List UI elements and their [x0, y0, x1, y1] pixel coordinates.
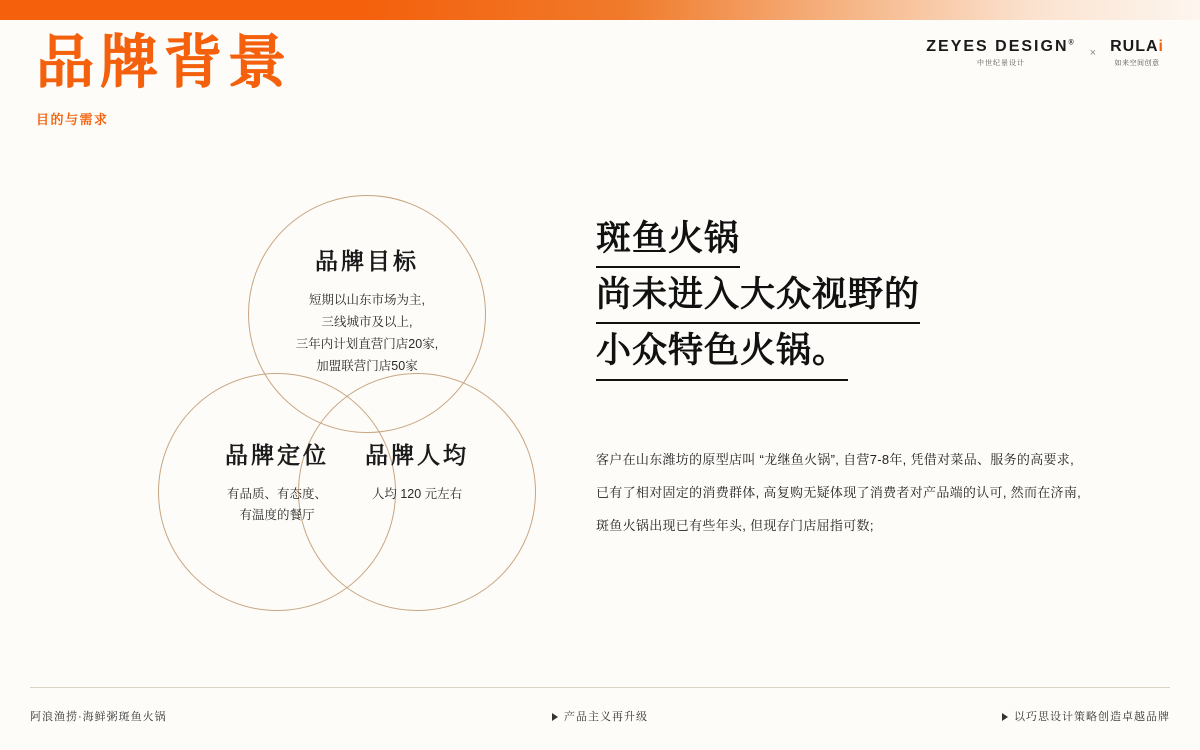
footer-middle	[330, 708, 870, 724]
venn-body-line: 加盟联营门店50家	[316, 358, 418, 373]
paragraph-line: 客户在山东潍坊的原型店叫 “龙继鱼火锅”, 自营7-8年, 凭借对菜品、服务的高要求,	[596, 451, 1075, 467]
headline-line: 尚未进入大众视野的	[596, 268, 920, 324]
venn-body-line: 有温度的餐厅	[239, 508, 315, 523]
zeyes-logo-name: ZEYES DESIGN	[926, 38, 1069, 55]
zeyes-logo-sub: 中世纪景设计	[976, 60, 1025, 67]
headline-line: 斑鱼火锅	[596, 212, 740, 268]
paragraph-line: 已有了相对固定的消费群体, 高复购无疑体现了消费者对产品端的认可, 然而在济南,	[596, 484, 1082, 500]
body-paragraph	[596, 443, 1162, 542]
footer-middle-label: 产品主义再升级	[564, 711, 648, 723]
paragraph-line: 斑鱼火锅出现已有些年头, 但现存门店屈指可数;	[596, 517, 874, 533]
venn-diagram	[158, 195, 578, 615]
top-gradient-bar	[0, 0, 1200, 20]
venn-label-brand-average-spend	[298, 437, 536, 506]
logo-separator: ×	[1089, 47, 1097, 59]
page-title: 品牌背景	[36, 28, 293, 96]
venn-title-brand-average-spend: 品牌人均	[365, 442, 469, 468]
footer-right-label: 以巧思设计策略创造卓越品牌	[1014, 711, 1170, 723]
footer-right	[870, 708, 1170, 724]
zeyes-logo	[926, 38, 1075, 68]
venn-title-brand-positioning: 品牌定位	[225, 442, 329, 468]
venn-body-line: 三线城市及以上,	[321, 314, 413, 329]
play-triangle-icon	[552, 713, 558, 721]
footer-left: 阿浪渔捞·海鲜粥斑鱼火锅	[30, 711, 167, 723]
rulai-logo-sub: 如来空间创意	[1114, 60, 1160, 67]
main-content	[596, 212, 1156, 542]
venn-body-line: 三年内计划直营门店20家,	[295, 336, 439, 351]
venn-body-line: 短期以山东市场为主,	[309, 293, 425, 307]
venn-body-line: 人均 120 元左右	[371, 487, 463, 501]
play-triangle-icon	[1002, 713, 1008, 721]
page-subtitle: 目的与需求	[36, 111, 109, 127]
rulai-logo	[1110, 38, 1164, 68]
rulai-logo-name: RULA	[1110, 38, 1159, 55]
footer-divider	[30, 687, 1170, 688]
logo-group	[926, 38, 1164, 68]
venn-body-line: 有品质、有态度、	[226, 487, 327, 501]
venn-label-brand-goal	[248, 243, 486, 378]
zeyes-logo-superscript: ®	[1068, 39, 1076, 47]
rulai-logo-accent: i	[1158, 38, 1164, 55]
headline-line: 小众特色火锅。	[596, 324, 848, 380]
footer	[30, 708, 1170, 724]
title-block	[36, 28, 293, 128]
venn-title-brand-goal: 品牌目标	[315, 248, 419, 274]
headline	[596, 212, 1156, 381]
